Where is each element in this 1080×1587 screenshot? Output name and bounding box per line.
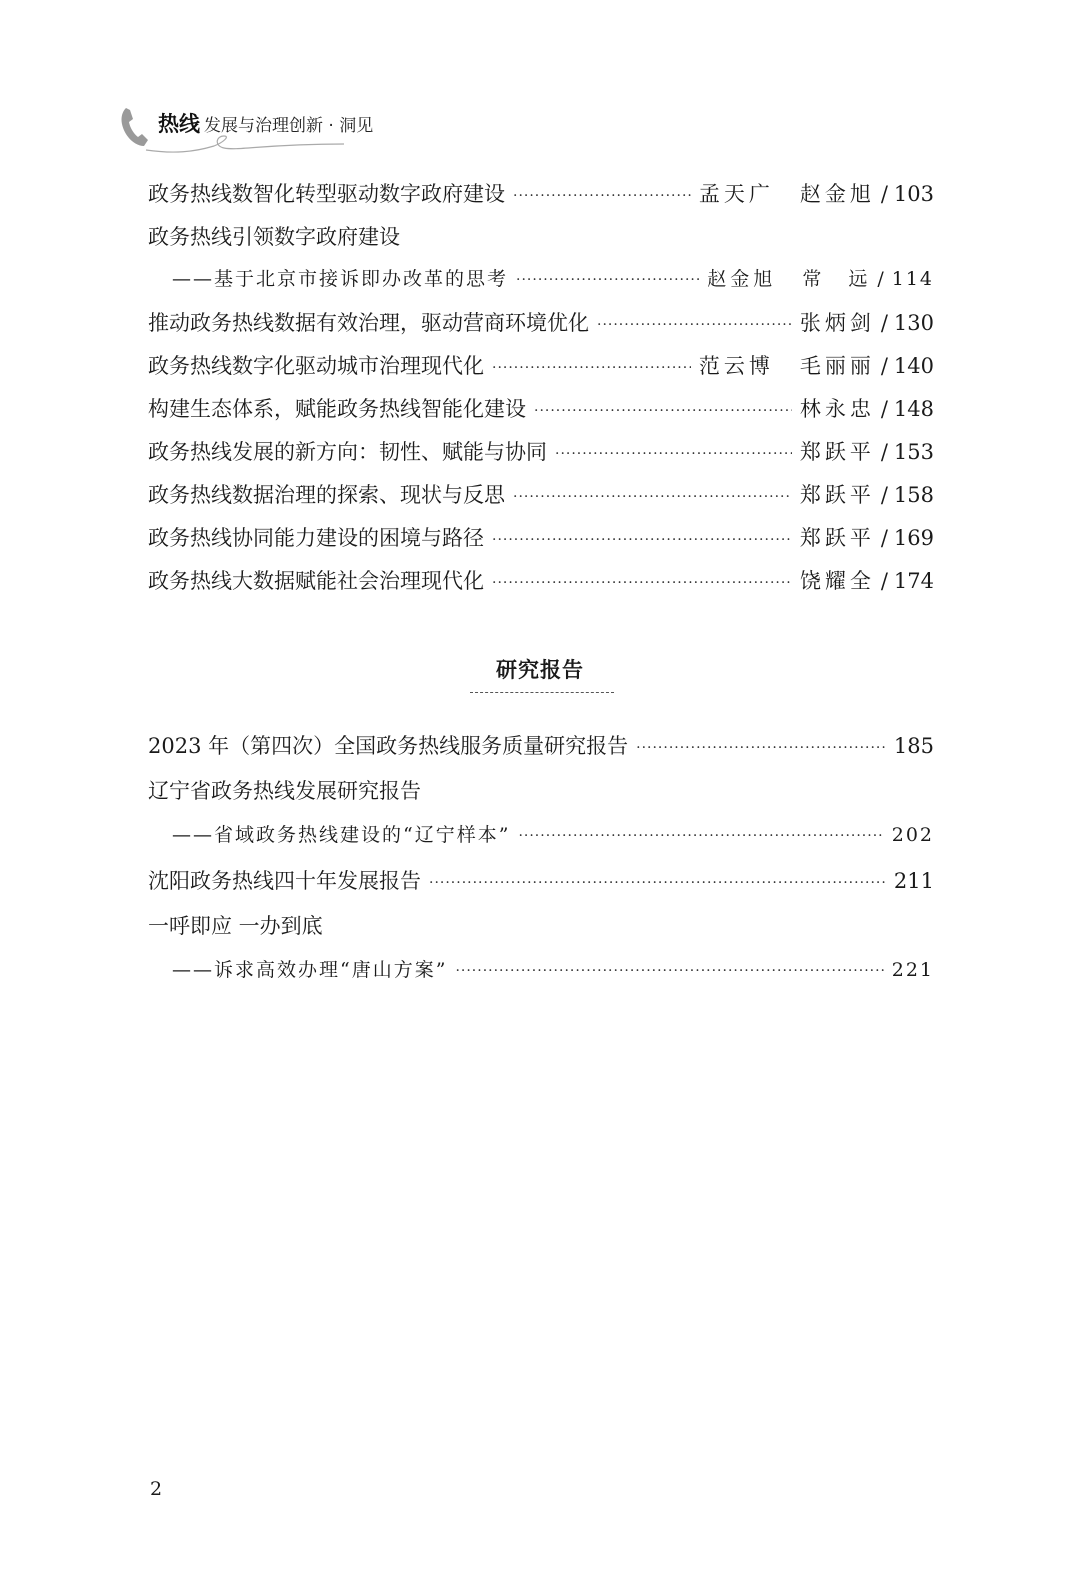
toc-entry-title: 构建生态体系，赋能政务热线智能化建设 (148, 397, 526, 421)
toc-leader-dots (534, 403, 792, 419)
toc-entry (148, 522, 934, 565)
toc-entry-page: 130 (893, 311, 934, 335)
toc-entry (148, 775, 934, 820)
toc-entry-title: 2023 年（第四次）全国政务热线服务质量研究报告 (148, 734, 629, 758)
section-title: 研究报告 (496, 658, 584, 682)
toc-entry-title: 政务热线协同能力建设的困境与路径 (148, 526, 484, 550)
toc-entry-title: 政务热线数据治理的探索、现状与反思 (148, 483, 505, 507)
toc-author-name: 常 远 (802, 268, 872, 290)
toc-entry-page: 221 (891, 959, 934, 981)
toc-author-name: 郑跃平 (799, 440, 875, 464)
toc-entry-title: 政务热线大数据赋能社会治理现代化 (148, 569, 484, 593)
toc-author-name: 林永忠 (799, 397, 875, 421)
toc-leader-dots (492, 532, 792, 548)
toc-separator: / (880, 311, 888, 335)
toc-entry-title: 辽宁省政务热线发展研究报告 (148, 779, 421, 803)
toc-author-name: 孟天广 (698, 182, 774, 206)
toc-part-1 (148, 178, 934, 608)
toc-entry-title: ——省域政务热线建设的“辽宁样本” (172, 824, 511, 846)
toc-entry-authors (699, 350, 875, 380)
toc-entry-page: 114 (891, 268, 934, 290)
toc-entry-authors (800, 393, 875, 423)
toc-entry-title: 政务热线引领数字政府建设 (148, 225, 400, 249)
toc-entry-title: 政务热线发展的新方向：韧性、赋能与协同 (148, 440, 547, 464)
toc-entry (148, 178, 934, 221)
toc-leader-dots (516, 272, 699, 288)
toc-entry (148, 264, 934, 307)
toc-entry-page: 153 (893, 440, 934, 464)
toc-author-name: 饶耀全 (799, 569, 875, 593)
running-header (118, 100, 518, 160)
toc-entry-authors (800, 307, 875, 337)
toc-entry (148, 820, 934, 865)
toc-entry-authors (800, 479, 875, 509)
toc-separator: / (880, 526, 888, 550)
toc-entry (148, 221, 934, 264)
toc-leader-dots (455, 963, 883, 979)
toc-separator: / (880, 354, 888, 378)
toc-entry-title: 一呼即应 一办到底 (148, 914, 323, 938)
toc-entry-page: 174 (893, 569, 934, 593)
toc-leader-dots (513, 489, 792, 505)
toc-entry (148, 479, 934, 522)
toc-leader-dots (492, 575, 792, 591)
toc-entry-authors (707, 264, 871, 291)
toc-entry-page: 211 (893, 869, 934, 893)
toc-entry (148, 910, 934, 955)
toc-entry-authors (800, 436, 875, 466)
toc-separator: / (880, 440, 888, 464)
toc-leader-dots (429, 875, 886, 891)
toc-leader-dots (597, 317, 792, 333)
toc-author-name: 毛丽丽 (799, 354, 875, 378)
toc-entry-title: 沈阳政务热线四十年发展报告 (148, 869, 421, 893)
toc-entry-page: 140 (893, 354, 934, 378)
toc-entry (148, 865, 934, 910)
toc-entry-page: 169 (893, 526, 934, 550)
toc-separator: / (880, 483, 888, 507)
toc-entry (148, 393, 934, 436)
toc-leader-dots (492, 360, 691, 376)
toc-entry-title: ——基于北京市接诉即办改革的思考 (172, 268, 509, 290)
toc-entry-page: 158 (893, 483, 934, 507)
toc-entry-title: ——诉求高效办理“唐山方案” (172, 959, 448, 981)
toc-entry (148, 436, 934, 479)
toc-entry (148, 565, 934, 608)
toc-author-name: 范云博 (698, 354, 774, 378)
toc-separator: / (880, 397, 888, 421)
header-swirl-decoration (144, 130, 344, 156)
toc-entry-page: 148 (893, 397, 934, 421)
toc-entry-title: 推动政务热线数据有效治理，驱动营商环境优化 (148, 311, 589, 335)
toc-author-name: 张炳剑 (799, 311, 875, 335)
section-divider (470, 692, 614, 693)
toc-entry-title: 政务热线数字化驱动城市治理现代化 (148, 354, 484, 378)
toc-entry (148, 730, 934, 775)
toc-separator: / (877, 268, 886, 290)
toc-leader-dots (518, 828, 883, 844)
page-number: 2 (150, 1478, 163, 1500)
header-title-bold: 热线 (158, 112, 200, 136)
toc-separator: / (880, 569, 888, 593)
toc-entry-page: 103 (893, 182, 934, 206)
toc-entry-authors (699, 178, 875, 208)
toc-author-name: 郑跃平 (799, 526, 875, 550)
header-title-rest: 发展与治理创新 · 洞见 (204, 116, 374, 136)
toc-entry (148, 350, 934, 393)
toc-author-name: 郑跃平 (799, 483, 875, 507)
toc-entry-authors (800, 522, 875, 552)
toc-author-name: 赵金旭 (799, 182, 875, 206)
toc-part-2 (148, 730, 934, 1000)
toc-entry-authors (800, 565, 875, 595)
toc-leader-dots (555, 446, 792, 462)
toc-entry-page: 202 (891, 824, 934, 846)
toc-leader-dots (636, 740, 886, 756)
toc-entry-title: 政务热线数智化转型驱动数字政府建设 (148, 182, 505, 206)
toc-entry-page: 185 (893, 734, 934, 758)
toc-leader-dots (513, 188, 691, 204)
toc-author-name: 赵金旭 (707, 268, 777, 290)
toc-separator: / (880, 182, 888, 206)
toc-entry (148, 955, 934, 1000)
toc-entry (148, 307, 934, 350)
